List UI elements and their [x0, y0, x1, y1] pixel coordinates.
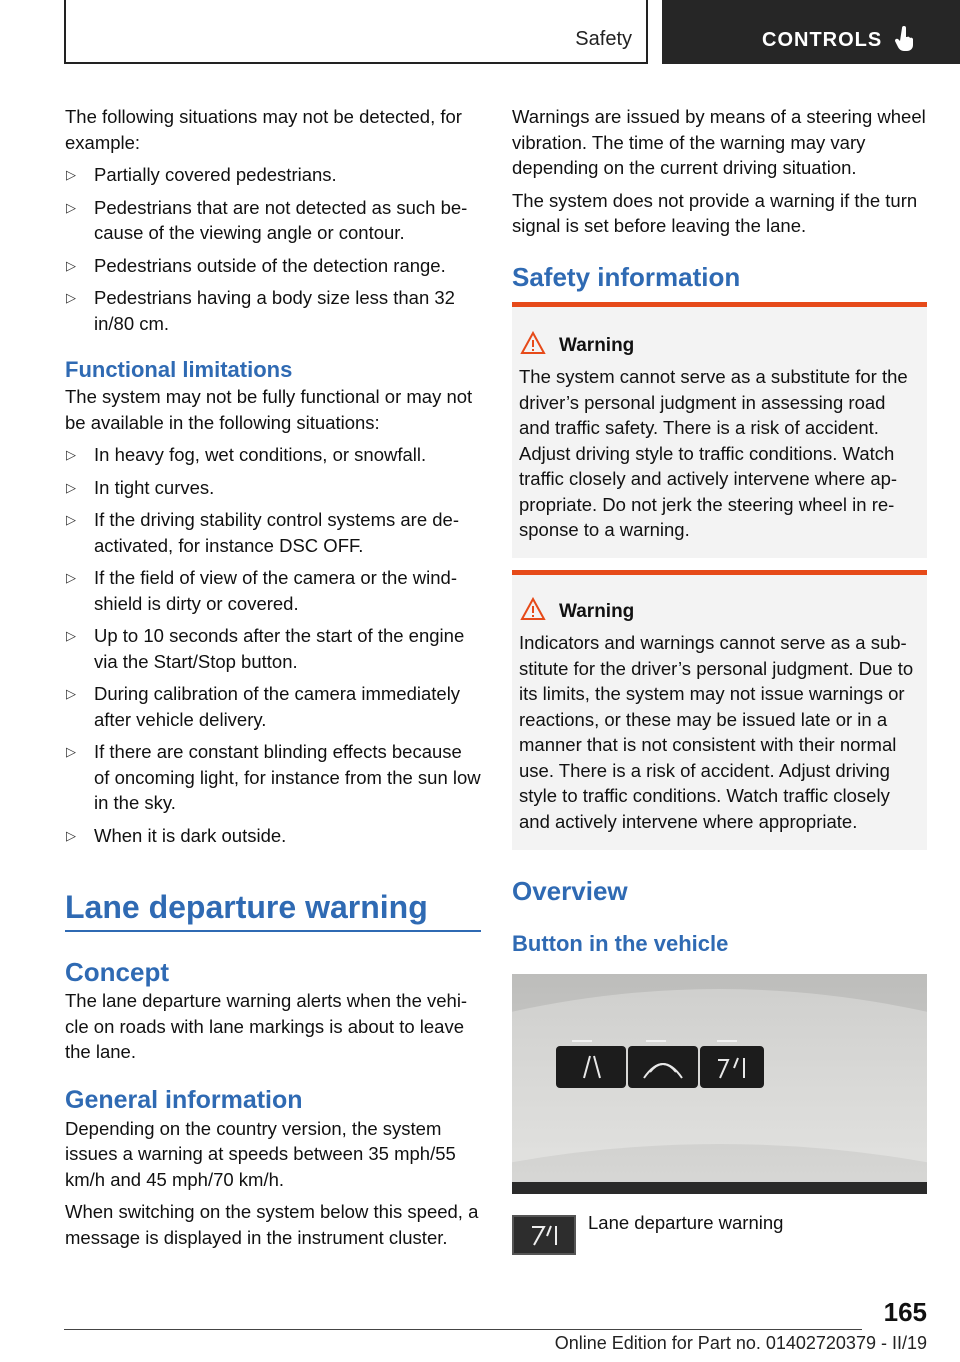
- general-information-text-2: When switching on the system below this speed, a message is displayed in the instrument cluster.: [65, 1201, 479, 1248]
- warning-triangle-icon: [520, 597, 546, 628]
- general-information-heading: General information: [65, 1085, 303, 1114]
- list-item: ▷ When it is dark outside.: [65, 823, 481, 849]
- footer-edition: Online Edition for Part no. 01402720379 - II/19: [554, 1333, 927, 1353]
- triangle-bullet-icon: ▷: [66, 744, 76, 759]
- warning-header: [519, 597, 921, 625]
- triangle-bullet-icon: ▷: [66, 570, 76, 585]
- functional-limitations-text: The system may not be fully functional or may not be available in the following situations:: [65, 386, 473, 433]
- warning-title: Warning: [559, 601, 635, 622]
- list-item: ▷ In tight curves.: [65, 475, 481, 501]
- warning-text: Indicators and warnings cannot serve as a sub-stitute for the driver’s personal judgment. Due to its limits, the system may not issue warnings or reactions, or these may be issued late or in a manner that is not consistent with their normal use. There is a risk of accident. Adjust driving style to traffic conditions. Watch traffic closely and actively intervene where appropriate.: [519, 632, 914, 832]
- triangle-bullet-icon: ▷: [66, 447, 76, 462]
- intro-text: The following situations may not be detected, for example:: [65, 106, 462, 153]
- triangle-bullet-icon: ▷: [66, 167, 76, 182]
- list-item: ▷ Pedestrians outside of the detection range.: [65, 253, 481, 279]
- list-item: ▷ During calibration of the camera immediately after vehicle delivery.: [66, 683, 461, 730]
- legend-text: Lane departure warning: [588, 1212, 784, 1233]
- list-item: ▷ In heavy fog, wet conditions, or snowfall.: [65, 442, 481, 468]
- left-column: [65, 104, 481, 848]
- list-item: ▷ Up to 10 seconds after the start of the engine via the Start/Stop button.: [66, 625, 465, 672]
- warning-header: [519, 331, 921, 359]
- header-chapter-title: CONTROLS: [762, 29, 883, 51]
- lane-departure-button-icon: [512, 1215, 576, 1255]
- triangle-bullet-icon: ▷: [66, 479, 76, 495]
- warning-triangle-icon: [520, 331, 546, 362]
- turn-signal-text: The system does not provide a warning if the turn signal is set before leaving the lane.: [512, 189, 918, 236]
- undetected-list: [65, 162, 481, 336]
- warning-box-2: [512, 570, 927, 850]
- left-lower-column: [65, 956, 481, 1250]
- triangle-bullet-icon: ▷: [66, 628, 76, 643]
- general-information-text: Depending on the country version, the system issues a warning at speeds between 35 mph/55 km/h and 45 mph/70 km/h.: [65, 1117, 456, 1190]
- vehicle-buttons-photo: [512, 974, 927, 1194]
- button-in-vehicle-heading: Button in the vehicle: [512, 931, 729, 956]
- list-item: ▷ Pedestrians having a body size less than 32 in/80 cm.: [66, 287, 455, 334]
- concept-text: The lane departure warning alerts when the vehi-cle on roads with lane markings is about to leave the lane.: [65, 990, 468, 1062]
- triangle-bullet-icon: ▷: [66, 512, 76, 527]
- safety-information-heading: Safety information: [512, 262, 741, 292]
- title-underline: [65, 930, 481, 932]
- warning-title: Warning: [559, 335, 635, 356]
- page-number: 165: [883, 1297, 927, 1327]
- warning-text: The system cannot serve as a substitute for the driver’s personal judgment in assessing road and traffic safety. There is a risk of accident. Adjust driving style to traffic conditions. Watch traffic closely and actively intervene where ap-propriate. Do not jerk the steering wheel in re-sponse to a warning.: [519, 366, 908, 540]
- triangle-bullet-icon: ▷: [66, 290, 76, 305]
- warning-box-1: [512, 302, 927, 558]
- functional-limitations-heading: Functional limitations: [65, 357, 293, 382]
- triangle-bullet-icon: ▷: [66, 827, 76, 843]
- list-item: ▷ Pedestrians that are not detected as such be-cause of the viewing angle or contour.: [66, 196, 468, 243]
- vibration-text: Warnings are issued by means of a steering wheel vibration. The time of the warning may vary depending on the current driving situation.: [512, 106, 926, 178]
- list-item: ▷ If there are constant blinding effects because of oncoming light, for instance from the sun low in the sky.: [66, 741, 481, 813]
- header-section-title: Safety: [575, 28, 632, 50]
- pointing-hand-icon: [894, 26, 916, 57]
- list-item: ▷ If the field of view of the camera or the wind-shield is dirty or covered.: [66, 567, 457, 614]
- overview-heading: Overview: [512, 876, 628, 906]
- triangle-bullet-icon: ▷: [66, 257, 76, 273]
- header-section-box: [64, 0, 648, 64]
- lane-departure-title: Lane departure warning: [65, 889, 428, 925]
- triangle-bullet-icon: ▷: [66, 199, 76, 215]
- list-item: ▷ Partially covered pedestrians.: [65, 162, 481, 188]
- concept-heading: Concept: [65, 957, 169, 987]
- list-item: ▷ If the driving stability control systems are de-activated, for instance DSC OFF.: [66, 509, 460, 556]
- triangle-bullet-icon: ▷: [66, 686, 76, 701]
- limitations-list: [65, 442, 481, 848]
- footer-rule: [64, 1329, 862, 1330]
- right-column: [512, 104, 928, 239]
- header-chapter-box: [662, 0, 960, 64]
